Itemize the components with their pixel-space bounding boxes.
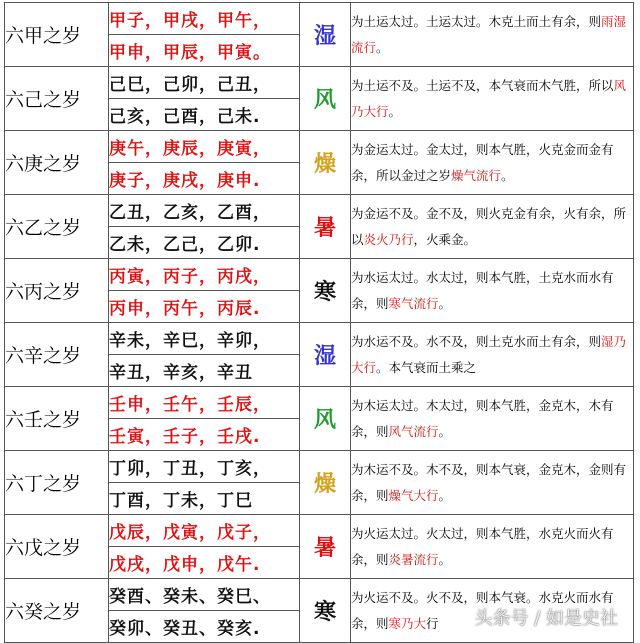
ganzhi-line-2: 丙申，丙午，丙辰. <box>109 291 300 323</box>
table-row <box>5 131 634 163</box>
description-cell <box>351 387 634 451</box>
table-row <box>5 67 634 99</box>
description-cell <box>351 323 634 387</box>
year-label: 六壬之岁 <box>5 387 109 451</box>
table-row <box>5 451 634 483</box>
qi-character: 燥 <box>300 451 351 515</box>
ganzhi-line-1: 癸酉、癸未、癸巳、 <box>109 579 300 611</box>
description-highlight: 风乃大行 <box>351 77 627 119</box>
description-text: 为木运不及。木不及，则本气衰，金克木，金则有余，则 <box>351 461 627 503</box>
qi-character: 暑 <box>300 515 351 579</box>
description-text: 为水运不及。水不及，则土克水而土有余，则 <box>351 333 602 349</box>
ganzhi-line-1: 壬申，壬午，壬辰， <box>109 387 300 419</box>
description-tail: 。 <box>438 295 452 311</box>
description-text: 为金运太过。金太过，则本气胜，火克金而金有余，所以金过之岁 <box>351 141 614 183</box>
description-highlight: 炎暑流行 <box>388 551 439 567</box>
description-cell <box>351 259 634 323</box>
description-cell <box>351 131 634 195</box>
description-tail: 。 <box>438 487 452 503</box>
description-highlight: 寒乃大 <box>388 615 427 631</box>
table-row <box>5 387 634 419</box>
qi-character: 风 <box>300 67 351 131</box>
ganzhi-line-2: 甲申，甲辰，甲寅。 <box>109 35 300 67</box>
description-highlight: 炎火乃行 <box>363 231 414 247</box>
description-cell <box>351 451 634 515</box>
ganzhi-line-2: 癸卯、癸丑、癸亥. <box>109 611 300 643</box>
qi-character: 寒 <box>300 579 351 643</box>
qi-character: 湿 <box>300 3 351 67</box>
table-row <box>5 323 634 355</box>
description-cell <box>351 3 634 67</box>
year-label: 六丙之岁 <box>5 259 109 323</box>
table-row <box>5 195 634 227</box>
watermark-text: 头条号 / 如是史社 <box>474 608 618 629</box>
qi-character: 寒 <box>300 259 351 323</box>
description-text: 为土运不及。土运不及，本气衰而木气胜，所以 <box>351 77 614 93</box>
ganzhi-line-2: 庚子，庚戌，庚申. <box>109 163 300 195</box>
ganzhi-line-2: 丁酉，丁未，丁巳 <box>109 483 300 515</box>
table-row <box>5 259 634 291</box>
ganzhi-line-2: 己亥，己酉，己未. <box>109 99 300 131</box>
description-highlight: 雨湿流行 <box>351 13 627 55</box>
ganzhi-line-1: 庚午，庚辰，庚寅， <box>109 131 300 163</box>
ganzhi-line-1: 甲子，甲戌，甲午， <box>109 3 300 35</box>
description-text: 为火运不及。火不及，则本气衰。水克火而水有余，则 <box>351 589 614 631</box>
description-text: 为水运太过。水太过，则本气胜，土克水而水有余，则 <box>351 269 614 311</box>
ganzhi-line-1: 戊辰，戊寅，戊子， <box>109 515 300 547</box>
year-label: 六癸之岁 <box>5 579 109 643</box>
qi-character: 暑 <box>300 195 351 259</box>
ganzhi-line-2: 壬寅，壬子，壬戌. <box>109 419 300 451</box>
year-label: 六乙之岁 <box>5 195 109 259</box>
description-tail: 。 <box>501 167 514 183</box>
description-tail: 。 <box>438 551 452 567</box>
description-cell <box>351 515 634 579</box>
year-label: 六己之岁 <box>5 67 109 131</box>
description-text: 为木运太过。木太过，则本气胜，金克木，木有余，则 <box>351 397 614 439</box>
description-highlight: 风气流行 <box>388 423 439 439</box>
description-highlight: 湿乃大行 <box>351 333 627 375</box>
description-cell <box>351 67 634 131</box>
description-tail: 。 <box>388 103 402 119</box>
description-highlight: 寒气流行 <box>388 295 439 311</box>
description-tail: 行 <box>426 615 439 631</box>
description-tail: ，火乘金。 <box>413 231 477 247</box>
description-cell <box>351 195 634 259</box>
qi-character: 燥 <box>300 131 351 195</box>
year-label: 六辛之岁 <box>5 323 109 387</box>
ganzhi-line-1: 己巳，己卯，己丑， <box>109 67 300 99</box>
year-label: 六甲之岁 <box>5 3 109 67</box>
year-label: 六戊之岁 <box>5 515 109 579</box>
description-tail: 。 <box>376 39 389 55</box>
qi-character: 风 <box>300 387 351 451</box>
ganzhi-line-1: 辛未，辛巳，辛卯， <box>109 323 300 355</box>
ganzhi-line-2: 乙未，乙己，乙卯. <box>109 227 300 259</box>
qi-character: 湿 <box>300 323 351 387</box>
description-text: 为金运不及。金不及，则火克金有余，火有余，所以 <box>351 205 627 247</box>
almanac-table <box>4 2 634 643</box>
year-label: 六丁之岁 <box>5 451 109 515</box>
ganzhi-line-1: 丙寅，丙子，丙戌， <box>109 259 300 291</box>
description-highlight: 燥气流行 <box>451 167 502 183</box>
ganzhi-line-1: 乙丑，乙亥，乙酉， <box>109 195 300 227</box>
description-tail: 。 <box>438 423 452 439</box>
table-row <box>5 515 634 547</box>
description-text: 为火运太过。火太过，则本气胜，水克火而火有余，则 <box>351 525 614 567</box>
description-text: 为土运太过。土运太过。木克土而土有余，则 <box>351 13 602 29</box>
ganzhi-line-2: 辛丑，辛亥，辛丑 <box>109 355 300 387</box>
year-label: 六庚之岁 <box>5 131 109 195</box>
ganzhi-line-1: 丁卯，丁丑，丁亥， <box>109 451 300 483</box>
description-highlight: 燥气大行 <box>388 487 439 503</box>
ganzhi-line-2: 戊戌，戊申，戊午. <box>109 547 300 579</box>
table-row <box>5 3 634 35</box>
description-tail: 。本气衰而土乘之 <box>376 359 477 375</box>
